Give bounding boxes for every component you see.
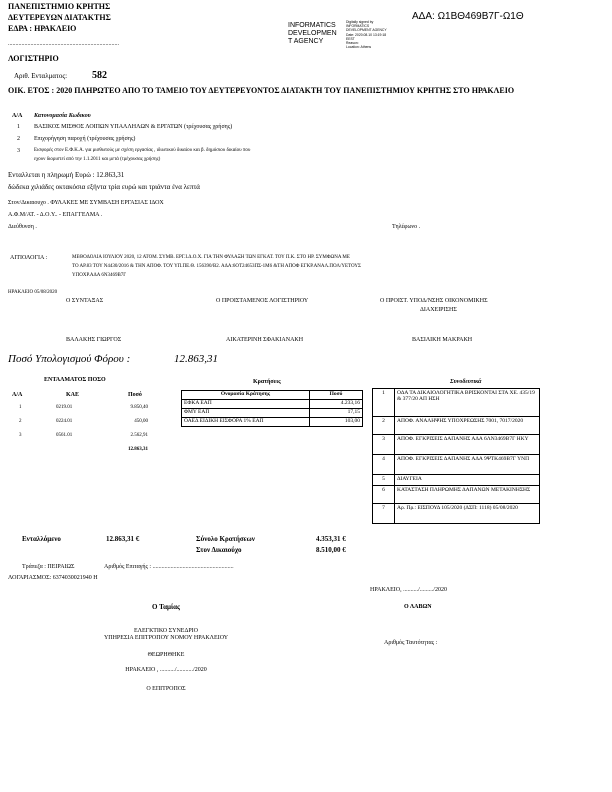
deductions-col-amount: Ποσό xyxy=(310,391,363,400)
deductions-col-name: Ονομασία Κράτησης xyxy=(182,391,310,400)
item-amount: 9.850,40 xyxy=(130,405,148,410)
attachment-text: ΑΠΟΦ. ΕΓΚΡΙΣΕΙΣ ΔΑΠΑΝΗΣ ΑΔΑ 9ΨΤΚ469Β7Γ ΥΝΠ xyxy=(395,455,540,475)
university-name: ΠΑΝΕΠΙΣΤΗΜΙΟ ΚΡΗΤΗΣ xyxy=(8,2,111,11)
stamp-detail: Date: 2020.08.10 13:19:18 xyxy=(346,32,387,37)
role-finance-head: Ο ΠΡΟΙΣΤ. ΥΠΟΔ/ΝΣΗΣ ΟΙΚΟΝΟΜΙΚΗΣ xyxy=(380,298,488,304)
code-row-text: Εισφορές στον Ε.Φ.Κ.Α. για μισθωτούς με σχέση εργασίας , ιδιωτικού δικαίου και β. δημόσιου δικαίου που xyxy=(34,148,251,153)
audit-commissioner: Ο ΕΠΙΤΡΟΠΟΣ xyxy=(146,686,186,692)
afm-line: Α.Φ.Μ/ΑΤ. - Δ.Ο.Υ.. - ΕΠΑΓΓΕΛΜΑ . xyxy=(8,212,103,218)
items-total: 12.863,31 xyxy=(128,447,148,452)
department-name: ΛΟΓΙΣΤΗΡΙΟ xyxy=(8,54,59,63)
bank-account: ΛΟΓΑΡΙΑΣΜΟΣ: 6374030021940 Η xyxy=(8,575,98,581)
audit-approved: ΘΕΩΡΗΘΗΚΕ xyxy=(147,652,185,658)
stamp-line: T AGENCY xyxy=(288,38,324,45)
header-dashes: .......................................................................... xyxy=(8,41,119,47)
table-row xyxy=(373,455,540,475)
bank-name: Τράπεζα : ΠΕΙΡΑΙΩΣ xyxy=(22,564,75,570)
recipient-label: Ο ΛΑΒΩΝ xyxy=(404,604,432,610)
administrator-title: ΔΕΥΤΕΡΕΥΩΝ ΔΙΑΤΑΚΤΗΣ xyxy=(8,13,111,22)
date-line: ΗΡΑΚΛΕΙΟ, ........../........./2020 xyxy=(370,587,447,593)
entalmeno-label: Ενταλλόμενο xyxy=(22,535,61,543)
reason-text-2: ΤΟ ΑΡ.83 ΤΟΥ Ν4430/2016 & ΤΗΝ ΑΠΟΦ. ΤΟΥ ΥΠ.ΠΕ.Θ. 156390/Β2. ΑΔΑ:6ΟΤ24653ΠΣ-1Μ6 &ΤΗ ΑΠΟΦ ΕΓΚΡ.ΑΝΑΛ.ΠΟΛ/ΥΕΤΟΥΣ xyxy=(72,264,361,269)
check-number: Αριθμός Επιταγής : ...................................................... xyxy=(104,564,234,570)
ada-code: ΑΔΑ: Ω1ΒΘ469Β7Γ-Ω1Θ xyxy=(412,11,524,22)
table-row xyxy=(182,418,363,427)
codes-header-aa: Α/Α xyxy=(12,113,23,119)
role-accounting-head: Ο ΠΡΟΙΣΤΑΜΕΝΟΣ ΛΟΓΙΣΤΗΡΙΟΥ xyxy=(216,298,309,304)
attachment-number: 2 xyxy=(373,417,395,435)
items-col-kae: ΚΑΕ xyxy=(66,392,80,398)
role-finance-head-2: ΔΙΑΧΕΙΡΙΣΗΣ xyxy=(420,307,457,313)
attachment-text: ΚΑΤΑΣΤΑΣΗ ΠΛΗΡΩΜΗΣ ΔΑΠΑΝΩΝ ΜΕΤΑΚΙΝΗΣΗΣ xyxy=(395,486,540,504)
stamp-line: INFORMATICS xyxy=(288,22,336,29)
attachments-title: Συνοδευτικά xyxy=(450,379,482,385)
name-syntaxas: ΒΑΛΑΚΗΣ ΓΙΩΡΓΟΣ xyxy=(66,337,122,343)
stamp-detail: Reason: xyxy=(346,41,359,46)
stamp-details xyxy=(346,20,387,49)
tax-value: 12.863,31 xyxy=(174,353,218,365)
code-row-text: ΒΑΣΙΚΟΣ ΜΙΣΘΟΣ ΛΟΙΠΩΝ ΥΠΑΛΛΗΛΩΝ & ΕΡΓΑΤΩΝ (τρέχουσας χρήσης) xyxy=(34,124,233,130)
stamp-detail: INFORMATICS xyxy=(346,24,370,29)
deduction-name: ΟΑΕΔ ΕΙΔΙΚΗ ΕΙΣΦΟΡΑ 1% ΕΑΠ xyxy=(182,418,310,427)
table-row xyxy=(373,475,540,486)
table-row xyxy=(373,417,540,435)
order-number-label: Αριθ. Ενταλματος: xyxy=(14,72,68,80)
order-title: ΟΙΚ. ΕΤΟΣ : 2020 ΠΛΗΡΩΤΕΟ ΑΠΟ ΤΟ ΤΑΜΕΙΟ ΤΟΥ ΔΕΥΤΕΡΕΥΟΝΤΟΣ ΔΙΑΤΑΚΤΗ ΤΟΥ ΠΑΝΕΠΙΣΤΗΜΙΟΥ ΚΡΗΤΗΣ ΣΤΟ ΗΡΑΚΛΕΙΟ xyxy=(8,86,515,95)
item-number: 1 xyxy=(19,405,22,410)
deductions-table xyxy=(181,390,363,427)
code-row-number: 1 xyxy=(17,124,20,130)
attachment-text: ΟΔΑ ΤΑ ΔΙΚΑΙΟΛΟΓΗΤΙΚΑ ΒΡΙΣΚΟΝΤΑΙ ΣΤΑ ΧΕ. 435/19 & 377/20 ΑΠ ΗΣΗ xyxy=(395,389,540,417)
name-accounting-head: ΑΙΚΑΤΕΡΙΝΗ ΣΦΑΚΙΑΝΑΚΗ xyxy=(226,337,304,343)
deduction-amount: 4.233,16 xyxy=(310,400,363,409)
attachment-number: 6 xyxy=(373,486,395,504)
deduction-amount: 17,15 xyxy=(310,409,363,418)
reason-text-3: ΥΠΟΧΡ.ΑΔΑ 6Ν3469Β7Γ xyxy=(72,273,127,278)
code-row-number: 2 xyxy=(17,136,20,142)
table-row xyxy=(373,435,540,455)
kratiseis-label: Σύνολο Κρατήσεων xyxy=(196,535,255,543)
attachment-text: Αρ. Πρ.: ΕΙΣΠΟΥΔ 105/2020 (ΔΣΠ: 1118) 05/08/2020 xyxy=(395,504,540,524)
attachment-text: ΑΠΟΦ. ΑΝΑΛΗΨΗΣ ΥΠΟΧΡΕΩΣΗΣ 7001, 7017/2020 xyxy=(395,417,540,435)
dikaiouxo-label: Στον Δικαιούχο xyxy=(196,546,242,554)
name-finance-head: ΒΑΣΙΛΙΚΗ ΜΑΚΡΑΚΗ xyxy=(412,337,473,343)
audit-service: ΥΠΗΡΕΣΙΑ ΕΠΙΤΡΟΠΟΥ ΝΟΜΟΥ ΗΡΑΚΛΕΙΟΥ xyxy=(103,635,229,641)
amount-in-words: δώδεκα χιλιάδες οκτακόσια εξήντα τρία ευρώ και τριάντα ένα λεπτά xyxy=(8,183,200,191)
tax-label: Ποσό Υπολογισμού Φόρου : xyxy=(8,353,131,365)
order-number: 582 xyxy=(92,70,107,81)
phone: Τηλέφωνο . xyxy=(392,224,421,230)
deduction-amount: 103,00 xyxy=(310,418,363,427)
attachment-number: 7 xyxy=(373,504,395,524)
item-kae: 0224.01 xyxy=(56,419,73,424)
payment-amount: Ενταλλεται η πληρωμή Ευρώ : 12.863,31 xyxy=(8,171,125,179)
stamp-line: DEVELOPMEN xyxy=(288,30,337,37)
attachment-number: 4 xyxy=(373,455,395,475)
reason-label: ΑΙΤΙΟΛΟΓΙΑ : xyxy=(10,255,48,261)
stamp-detail: Location: Athens xyxy=(346,45,372,50)
signature-stamp xyxy=(288,22,337,46)
items-col-amount: Ποσό xyxy=(128,392,142,398)
stamp-detail: EEST xyxy=(346,36,355,41)
item-kae: 0561.01 xyxy=(56,433,73,438)
item-number: 3 xyxy=(19,433,22,438)
deduction-name: ΦΜΥ ΕΑΠ xyxy=(182,409,310,418)
item-number: 2 xyxy=(19,419,22,424)
attachment-number: 5 xyxy=(373,475,395,486)
seat-line: ΕΔΡΑ : ΗΡΑΚΛΕΙΟ xyxy=(8,24,77,33)
deduction-name: ΕΦΚΑ ΕΑΠ xyxy=(182,400,310,409)
reason-text-1: ΜΕΘΟΔΟΛΙΑ ΙΟΥΛΙΟΥ 2020, 12 ΑΤΟΜ. ΣΥΜΒ. ΕΡΓ.Ι.Δ.Ο.Χ. ΓΙΑ ΤΗΝ ΦΥΛΑΞΗ ΤΩΝ ΕΓΚΑΤ. ΤΟΥ Π.Κ. ΣΤΟ ΗΡ. ΣΥΜΦΩΝΑ ΜΕ xyxy=(72,255,350,260)
table-row xyxy=(182,400,363,409)
table-row xyxy=(373,389,540,417)
beneficiary: Στον/Δικαιουχο . ΦΥΛΑΚΕΣ ΜΕ ΣΥΜΒΑΣΗ ΕΡΓΑΣΙΑΣ ΙΔΟΧ xyxy=(8,200,164,206)
address: Διεύθυνση . xyxy=(8,224,37,230)
items-title: ΕΝΤΑΛΜΑΤΟΣ ΠΟΣΟ xyxy=(44,377,106,383)
kratiseis-value: 4.353,31 € xyxy=(316,535,346,543)
audit-office: ΕΛΕΓΚΤΙΚΟ ΣΥΝΕΔΡΙΟ xyxy=(134,628,198,634)
table-row xyxy=(373,504,540,524)
attachment-text: ΔΙΑΥΓΕΙΑ xyxy=(395,475,540,486)
code-row-text: εχουν διοριστεί από την 1.1.2011 και μετά (τρέχουσας χρήσης) xyxy=(34,157,161,162)
table-row xyxy=(182,409,363,418)
deductions-title: Κρατήσεις xyxy=(253,379,281,385)
stamp-detail: DEVELOPMENT AGENCY xyxy=(346,28,387,33)
table-row xyxy=(182,391,363,400)
role-syntaxas: Ο ΣΥΝΤΑΞΑΣ xyxy=(66,298,104,304)
attachments-table xyxy=(372,388,540,524)
table-row xyxy=(373,486,540,504)
attachment-text: ΑΠΟΦ. ΕΓΚΡΙΣΕΙΣ ΔΑΠΑΝΗΣ ΑΔΑ 6ΛΝ3469Β7Γ ΗΚΥ xyxy=(395,435,540,455)
audit-date: ΗΡΑΚΛΕΙΟ , ........../.........../2020 xyxy=(125,667,207,673)
codes-header-code: Κατονομασία Κωδικου xyxy=(34,113,91,119)
items-col-aa: Α/Α xyxy=(12,392,23,398)
dikaiouxo-value: 8.510,00 € xyxy=(316,546,346,554)
item-amount: 2.562,91 xyxy=(130,433,148,438)
entalmeno-value: 12.863,31 € xyxy=(106,535,140,543)
place-date: ΗΡΑΚΛΕΙΟ 05/08/2020 xyxy=(8,290,58,295)
attachment-number: 1 xyxy=(373,389,395,417)
code-row-text: Επιχορήγηση παροχή (τρέχουσας χρήσης) xyxy=(34,136,136,142)
code-row-number: 3 xyxy=(17,148,20,154)
stamp-detail: Digitally signed by xyxy=(346,20,374,24)
id-number-label: Αριθμός Ταυτότητας : xyxy=(384,640,438,646)
attachment-number: 3 xyxy=(373,435,395,455)
cashier-label: Ο Ταμίας xyxy=(152,603,181,611)
item-amount: 450,00 xyxy=(134,419,148,424)
item-kae: 0219.01 xyxy=(56,405,73,410)
